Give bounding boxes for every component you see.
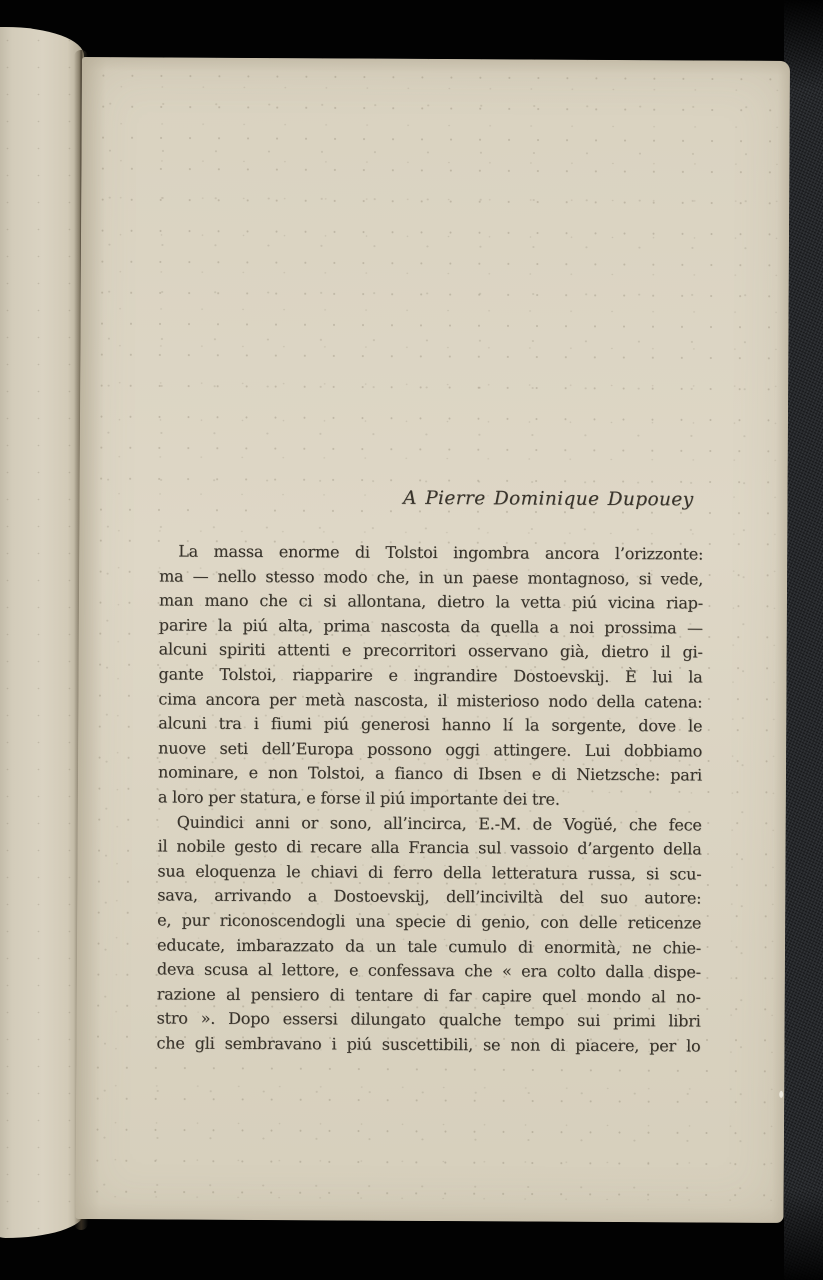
text-line: e, pur riconoscendogli una specie di genio, con delle reticenze bbox=[157, 910, 702, 933]
text-line: nominare, e non Tolstoi, a fianco di Ibsen e di Nietzsche: pari bbox=[157, 762, 703, 785]
text-line: ma — nello stesso modo che, in un paese montagnoso, si vede, bbox=[159, 566, 704, 589]
text-line: man mano che ci si allontana, dietro la vetta piú vicina riap- bbox=[158, 590, 704, 613]
text-line: a loro per statura, e forse il piú importante dei tre. bbox=[157, 787, 560, 809]
text-line: Quindici anni or sono, all’incirca, E.-M. de Vogüé, che fece bbox=[176, 812, 702, 835]
text-line: educate, imbarazzato da un tale cumulo di enormità, ne chie- bbox=[156, 934, 702, 957]
book-page bbox=[76, 57, 790, 1223]
page-text bbox=[156, 539, 703, 1058]
text-line: sava, arrivando a Dostoevskij, dell’inciviltà del suo autore: bbox=[157, 885, 702, 908]
text-line: razione al pensiero di tentare di far capire quel mondo al no- bbox=[156, 984, 701, 1007]
text-line: deva scusa al lettore, e confessava che « era colto dalla dispe- bbox=[156, 959, 701, 982]
text-line: stro ». Dopo essersi dilungato qualche tempo sui primi libri bbox=[156, 1008, 701, 1031]
text-line: La massa enorme di Tolstoi ingombra ancora l’orizzonte: bbox=[178, 541, 704, 564]
fore-edge-nick bbox=[779, 1091, 783, 1098]
dedication-line: A Pierre Dominique Dupouey bbox=[403, 487, 694, 511]
facing-page-edge bbox=[0, 27, 84, 1238]
text-line: sua eloquenza le chiavi di ferro della letteratura russa, si scu- bbox=[157, 861, 702, 884]
text-line: nuove seti dell’Europa possono oggi attingere. Lui dobbiamo bbox=[158, 738, 703, 761]
text-line: alcuni spiriti attenti e precorritori osservano già, dietro il gi- bbox=[158, 639, 703, 662]
text-line: il nobile gesto di recare alla Francia sul vassoio d’argento della bbox=[157, 836, 702, 859]
text-line: alcuni tra i fiumi piú generosi hanno lí la sorgente, dove le bbox=[158, 713, 703, 736]
text-line: parire la piú alta, prima nascosta da quella a noi prossima — bbox=[158, 615, 703, 638]
text-line: cima ancora per metà nascosta, il misterioso nodo della catena: bbox=[158, 688, 703, 712]
book-cover-cloth bbox=[784, 0, 823, 1280]
text-line: che gli sembravano i piú suscettibili, se non di piacere, per lo bbox=[156, 1033, 701, 1056]
text-line: gante Tolstoi, riapparire e ingrandire Dostoevskij. È lui la bbox=[158, 664, 703, 687]
